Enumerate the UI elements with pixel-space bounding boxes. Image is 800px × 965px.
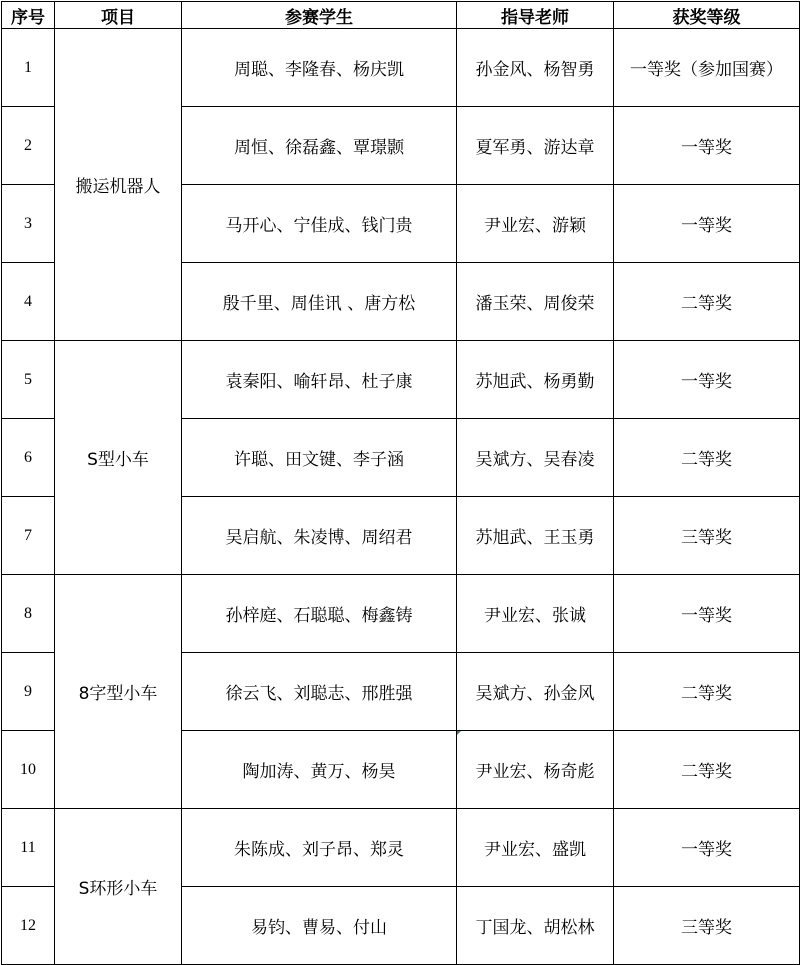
seq-cell: 3 xyxy=(2,185,55,263)
advisors-cell: 孙金风、杨智勇 xyxy=(457,29,614,107)
project-cell: S型小车 xyxy=(55,341,182,575)
seq-cell: 12 xyxy=(2,887,55,965)
header-award: 获奖等级 xyxy=(614,2,800,29)
students-cell: 许聪、田文键、李子涵 xyxy=(182,419,457,497)
students-cell: 朱陈成、刘子昂、郑灵 xyxy=(182,809,457,887)
students-cell: 孙梓庭、石聪聪、梅鑫铸 xyxy=(182,575,457,653)
students-cell: 殷千里、周佳讯 、唐方松 xyxy=(182,263,457,341)
advisors-cell: 苏旭武、杨勇勤 xyxy=(457,341,614,419)
students-cell: 马开心、宁佳成、钱门贵 xyxy=(182,185,457,263)
advisors-cell: 吴斌方、吴春凌 xyxy=(457,419,614,497)
advisors-cell: 丁国龙、胡松林 xyxy=(457,887,614,965)
header-project: 项目 xyxy=(55,2,182,29)
advisors-cell: 尹业宏、盛凯 xyxy=(457,809,614,887)
award-cell: 一等奖 xyxy=(614,575,800,653)
students-cell: 周恒、徐磊鑫、覃璟颢 xyxy=(182,107,457,185)
advisors-cell: 尹业宏、游颖 xyxy=(457,185,614,263)
award-cell: 二等奖 xyxy=(614,653,800,731)
header-seq: 序号 xyxy=(2,2,55,29)
students-cell: 吴启航、朱凌博、周绍君 xyxy=(182,497,457,575)
seq-cell: 2 xyxy=(2,107,55,185)
table-row xyxy=(2,809,800,887)
students-cell: 徐云飞、刘聪志、邢胜强 xyxy=(182,653,457,731)
header-advisors: 指导老师 xyxy=(457,2,614,29)
award-cell: 一等奖（参加国赛） xyxy=(614,29,800,107)
seq-cell: 5 xyxy=(2,341,55,419)
seq-cell: 6 xyxy=(2,419,55,497)
seq-cell: 11 xyxy=(2,809,55,887)
seq-cell: 8 xyxy=(2,575,55,653)
project-cell: 搬运机器人 xyxy=(55,29,182,341)
advisors-cell: 潘玉荣、周俊荣 xyxy=(457,263,614,341)
award-cell: 三等奖 xyxy=(614,887,800,965)
award-cell: 一等奖 xyxy=(614,809,800,887)
award-cell: 三等奖 xyxy=(614,497,800,575)
students-cell: 周聪、李隆春、杨庆凯 xyxy=(182,29,457,107)
advisors-cell: 尹业宏、张诚 xyxy=(457,575,614,653)
table-row xyxy=(2,29,800,107)
students-cell: 陶加涛、黄万、杨昊 xyxy=(182,731,457,809)
seq-cell: 1 xyxy=(2,29,55,107)
header-row xyxy=(2,2,800,29)
awards-table xyxy=(1,1,800,965)
project-cell: 8字型小车 xyxy=(55,575,182,809)
seq-cell: 10 xyxy=(2,731,55,809)
table-row xyxy=(2,575,800,653)
header-students: 参赛学生 xyxy=(182,2,457,29)
award-cell: 一等奖 xyxy=(614,341,800,419)
award-cell: 一等奖 xyxy=(614,107,800,185)
project-cell: S环形小车 xyxy=(55,809,182,965)
table-row xyxy=(2,341,800,419)
award-cell: 二等奖 xyxy=(614,731,800,809)
advisors-cell: 尹业宏、杨奇彪 xyxy=(457,731,614,809)
advisors-cell: 苏旭武、王玉勇 xyxy=(457,497,614,575)
award-cell: 二等奖 xyxy=(614,263,800,341)
advisors-cell: 吴斌方、孙金风 xyxy=(457,653,614,731)
advisors-cell: 夏军勇、游达章 xyxy=(457,107,614,185)
seq-cell: 9 xyxy=(2,653,55,731)
seq-cell: 4 xyxy=(2,263,55,341)
seq-cell: 7 xyxy=(2,497,55,575)
students-cell: 袁秦阳、喻轩昂、杜子康 xyxy=(182,341,457,419)
students-cell: 易钧、曹易、付山 xyxy=(182,887,457,965)
award-cell: 二等奖 xyxy=(614,419,800,497)
comment-marker xyxy=(457,731,461,735)
award-cell: 一等奖 xyxy=(614,185,800,263)
